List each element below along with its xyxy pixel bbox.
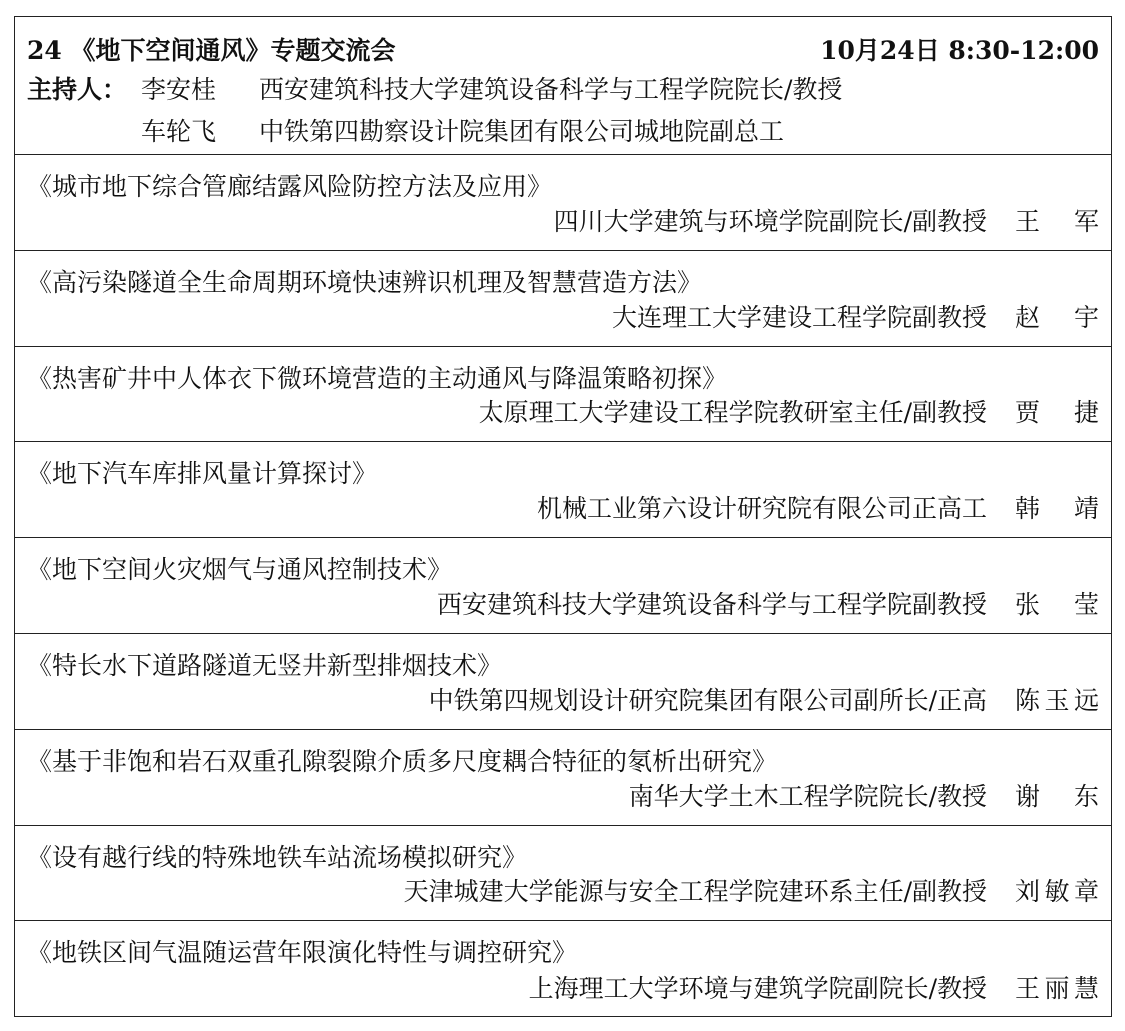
speaker-name: 谢 东 — [1015, 781, 1099, 811]
host-row-2 — [27, 109, 1099, 151]
talk-title: 《地铁区间气温随运营年限演化特性与调控研究》 — [27, 938, 578, 968]
talk-title: 《基于非饱和岩石双重孔隙裂隙介质多尺度耦合特征的氡析出研究》 — [27, 746, 778, 776]
speaker-name: 刘敏章 — [1015, 877, 1099, 907]
talk-row — [15, 826, 1111, 922]
speaker-name: 王丽慧 — [1015, 974, 1099, 1004]
host-name: 车轮飞 — [141, 117, 217, 146]
speaker-affiliation: 天津城建大学能源与安全工程学院建环系主任/副教授 — [403, 877, 987, 907]
speaker-name: 张 莹 — [1015, 589, 1099, 619]
session-header — [15, 17, 1111, 155]
talk-title: 《地下汽车库排风量计算探讨》 — [27, 459, 378, 489]
talk-row — [15, 634, 1111, 730]
session-datetime: 10月24日 8:30-12:00 — [820, 36, 1099, 65]
talk-speaker-line — [404, 872, 1099, 908]
speaker-affiliation: 中铁第四规划设计研究院集团有限公司副所长/正高 — [428, 685, 987, 715]
host-affiliation: 中铁第四勘察设计院集团有限公司城地院副总工 — [259, 117, 785, 146]
host-affiliation: 西安建筑科技大学建筑设备科学与工程学院院长/教授 — [259, 75, 843, 104]
talk-row — [15, 442, 1111, 538]
speaker-name: 赵 宇 — [1015, 302, 1099, 332]
talk-row — [15, 921, 1111, 1017]
talk-row — [15, 730, 1111, 826]
talk-list — [15, 155, 1111, 1017]
talk-title: 《特长水下道路隧道无竖井新型排烟技术》 — [27, 650, 503, 680]
talk-title: 《地下空间火灾烟气与通风控制技术》 — [27, 555, 453, 585]
talk-speaker-line — [479, 393, 1099, 429]
talk-speaker-line — [529, 969, 1099, 1005]
speaker-name: 贾 捷 — [1015, 398, 1099, 428]
talk-row — [15, 347, 1111, 443]
talk-title: 《设有越行线的特殊地铁车站流场模拟研究》 — [27, 842, 528, 872]
talk-speaker-line — [629, 777, 1099, 813]
speaker-name: 王 军 — [1015, 206, 1099, 236]
speaker-affiliation: 四川大学建筑与环境学院副院长/副教授 — [553, 206, 987, 236]
talk-speaker-line — [429, 681, 1099, 717]
talk-speaker-line — [612, 298, 1099, 334]
speaker-affiliation: 南华大学土木工程学院院长/教授 — [628, 781, 987, 811]
speaker-affiliation: 机械工业第六设计研究院有限公司正高工 — [536, 494, 987, 524]
talk-row — [15, 538, 1111, 634]
speaker-name: 陈玉远 — [1015, 685, 1099, 715]
speaker-affiliation: 西安建筑科技大学建筑设备科学与工程学院副教授 — [436, 589, 987, 619]
talk-title: 《高污染隧道全生命周期环境快速辨识机理及智慧营造方法》 — [27, 267, 703, 297]
talk-title: 《城市地下综合管廊结露风险防控方法及应用》 — [27, 172, 553, 201]
host-name: 李安桂 — [141, 75, 217, 104]
program-table — [14, 16, 1112, 1017]
talk-row — [15, 155, 1111, 251]
session-title-row — [27, 31, 1099, 67]
talk-row — [15, 251, 1111, 347]
host-row-1 — [27, 67, 1099, 109]
speaker-affiliation: 上海理工大学环境与建筑学院副院长/教授 — [528, 974, 987, 1004]
speaker-affiliation: 大连理工大学建设工程学院副教授 — [611, 302, 987, 332]
session-title-group — [27, 31, 396, 67]
talk-speaker-line — [537, 489, 1099, 525]
talk-speaker-line — [437, 585, 1099, 621]
talk-speaker-line — [554, 202, 1099, 238]
session-number: 24 — [27, 36, 62, 65]
speaker-name: 韩 靖 — [1015, 494, 1099, 524]
talk-title: 《热害矿井中人体衣下微环境营造的主动通风与降温策略初探》 — [27, 363, 728, 393]
session-title: 《地下空间通风》专题交流会 — [70, 36, 396, 65]
host-label: 主持人： — [27, 75, 128, 104]
speaker-affiliation: 太原理工大学建设工程学院教研室主任/副教授 — [478, 398, 987, 428]
